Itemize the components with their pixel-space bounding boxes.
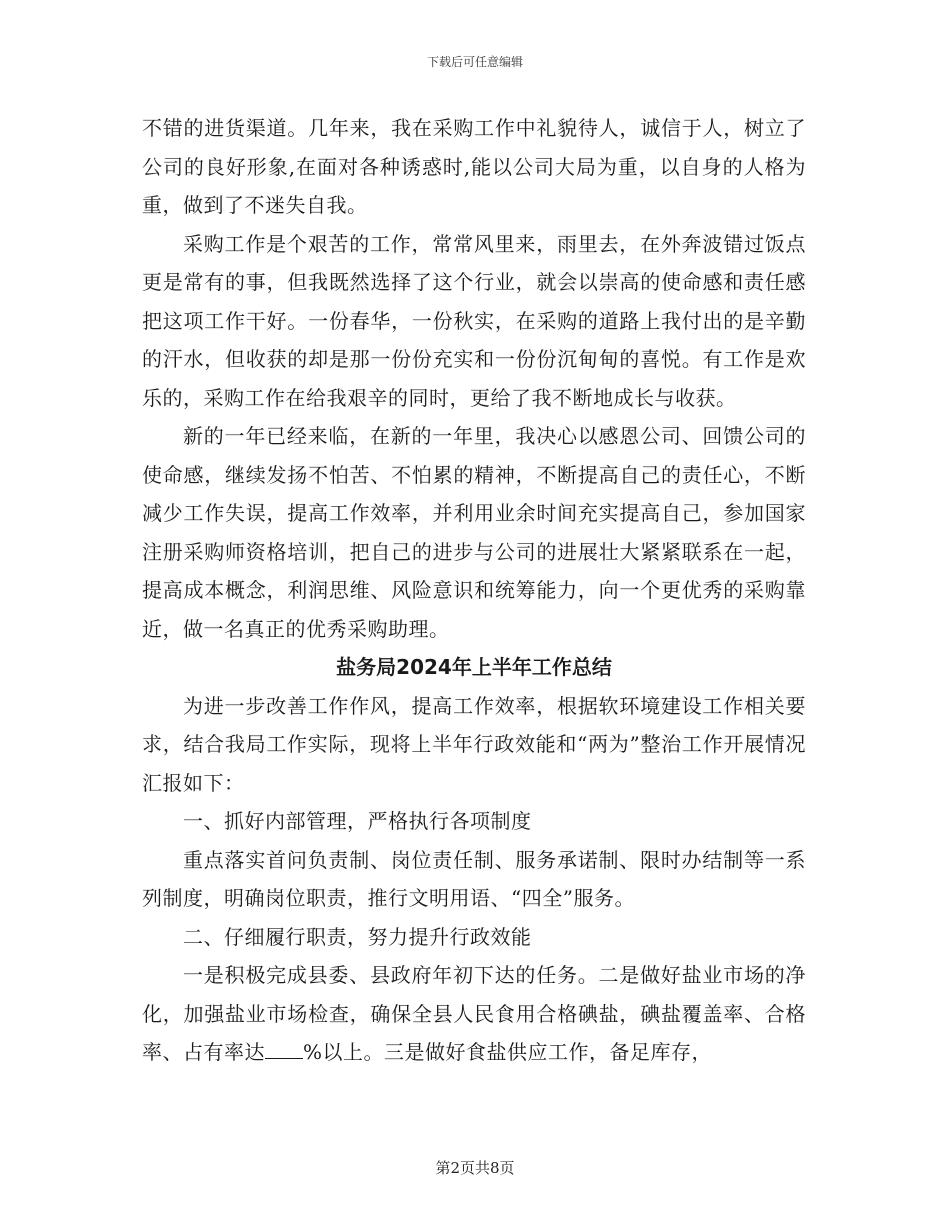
fill-in-blank [265, 1040, 303, 1059]
item1-body: 重点落实首问负责制、岗位责任制、服务承诺制、限时办结制等一系列制度，明确岗位职责，推行文明用语、“四全”服务。 [142, 847, 806, 910]
paragraph-procurement-hardship: 采购工作是个艰苦的工作，常常风里来，雨里去，在外奔波错过饭点更是常有的事，但我既然选择了这个行业，就会以崇高的使命感和责任感把这项工作干好。一份春华，一份秋实，在采购的道路上我付出的是辛勤的汗水，但收获的却是那一份份充实和一份份沉甸甸的喜悦。有工作是欢乐的，采购工作在给我艰辛的同时，更给了我不断地成长与收获。 [142, 231, 806, 410]
section-title: 盐务局2024年上半年工作总结 [336, 655, 612, 679]
document-body [142, 109, 806, 1072]
paragraph-continuation: 不错的进货渠道。几年来，我在采购工作中礼貌待人，诚信于人，树立了公司的良好形象,在面对各种诱惑时,能以公司大局为重，以自身的人格为重，做到了不迷失自我。 [142, 116, 806, 217]
page-footer-number: 第2页共8页 [435, 1159, 515, 1177]
item2-body-before: 一是积极完成县委、县政府年初下达的任务。二是做好盐业市场的净化，加强盐业市场检查，确保全县人民食用合格碘盐，碘盐覆盖率、合格率、占有率达 [142, 963, 806, 1064]
section-intro: 为进一步改善工作作风，提高工作效率，根据软环境建设工作相关要求，结合我局工作实际，现将上半年行政效能和“两为”整治工作开展情况汇报如下： [142, 693, 806, 795]
item1-title: 一、抓好内部管理，严格执行各项制度 [183, 809, 532, 833]
paragraph-new-year-resolution: 新的一年已经来临，在新的一年里，我决心以感恩公司、回馈公司的使命感，继续发扬不怕苦、不怕累的精神，不断提高自己的责任心，不断减少工作失误，提高工作效率，并利用业余时间充实提高自己，参加国家注册采购师资格培训，把自己的进步与公司的进展壮大紧紧联系在一起，提高成本概念，利润思维、风险意识和统筹能力，向一个更优秀的采购靠近，做一名真正的优秀采购助理。 [142, 424, 806, 641]
item2-body [142, 956, 806, 1072]
page-header-note: 下载后可任意编辑 [426, 55, 523, 69]
item2-title: 二、仔细履行职责，努力提升行政效能 [183, 924, 532, 949]
item2-body-after: %以上。三是做好食盐供应工作，备足库存， [303, 1040, 713, 1064]
